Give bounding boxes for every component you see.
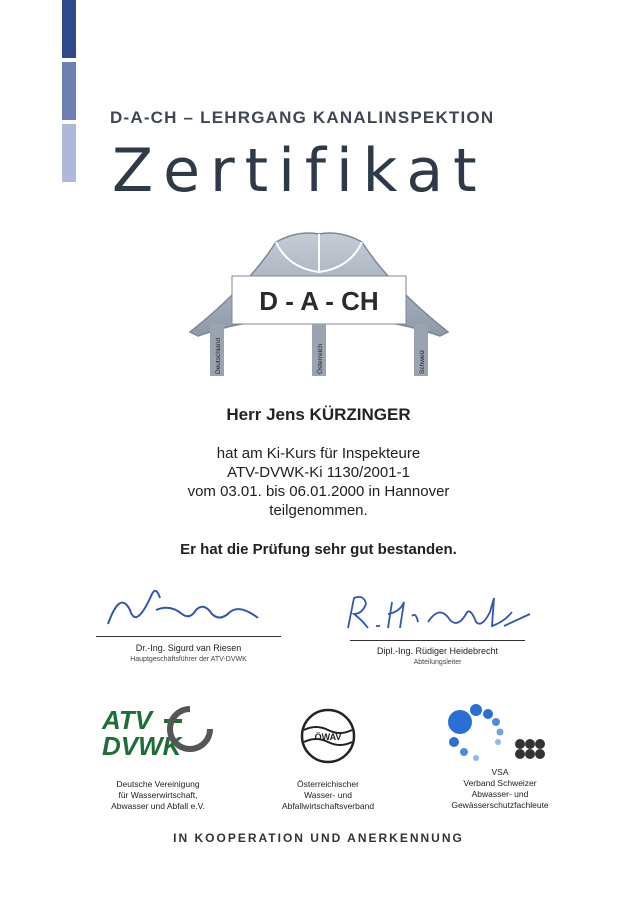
- course-dates: vom 03.01. bis 06.01.2000 in Hannover: [187, 483, 450, 500]
- footer-cooperation: IN KOOPERATION UND ANERKENNUNG: [173, 831, 464, 845]
- oewav-line3: Abfallwirtschaftsverband: [281, 801, 375, 811]
- dvwk-logo-text: DVWK: [102, 731, 182, 759]
- signer-right-name: Dipl.-Ing. Rüdiger Heidebrecht: [376, 646, 499, 656]
- signer-right-role: Abteilungsleiter: [413, 659, 462, 666]
- atv-dvwk-logo: [98, 703, 218, 759]
- oewav-line2: Wasser- und: [304, 790, 352, 800]
- decor-bar-light: [62, 124, 76, 182]
- decor-bar-mid: [62, 62, 76, 120]
- signature-line-right: [350, 640, 525, 641]
- vsa-line2: Abwasser- und: [471, 789, 529, 799]
- exam-result: Er hat die Prüfung sehr gut bestanden.: [180, 541, 457, 558]
- course-intro: hat am Ki-Kurs für Inspekteure: [216, 445, 421, 462]
- logo-label: D - A - CH: [259, 286, 379, 316]
- course-code: ATV-DVWK-Ki 1130/2001-1: [227, 464, 410, 481]
- vsa-line1: Verband Schweizer: [463, 778, 537, 788]
- signature-left: [100, 580, 270, 640]
- pillar-label-de: Deutschland: [215, 337, 222, 374]
- oewav-logo-text: ÖWAV: [314, 732, 342, 742]
- atv-logo-text: ATV: [102, 705, 153, 735]
- vsa-abbrev: VSA: [491, 767, 509, 777]
- atv-dvwk-name: [88, 779, 228, 812]
- recipient-name: Herr Jens KÜRZINGER: [226, 405, 411, 424]
- pillar-label-at: Österreich: [317, 344, 324, 374]
- dach-roof-logo: [188, 228, 450, 378]
- pillar-label-ch: Schweiz: [419, 349, 426, 374]
- atv-dvwk-line3: Abwasser und Abfall e.V.: [111, 801, 205, 811]
- certificate-subtitle: D-A-CH – LEHRGANG KANALINSPEKTION: [110, 108, 495, 127]
- vsa-name: [420, 767, 580, 811]
- vsa-line3: Gewässerschutzfachleute: [451, 800, 549, 810]
- course-end: teilgenommen.: [269, 502, 368, 519]
- signature-right: [340, 592, 540, 637]
- signer-left-name: Dr.-Ing. Sigurd van Riesen: [135, 643, 242, 653]
- signature-line-left: [96, 636, 281, 637]
- vsa-logo: [440, 700, 552, 772]
- atv-dvwk-line1: Deutsche Vereinigung: [116, 779, 200, 789]
- oewav-name: [258, 779, 398, 812]
- oewav-logo: [298, 706, 358, 766]
- signer-left-role: Hauptgeschäftsführer der ATV-DVWK: [130, 656, 247, 663]
- certificate-title: Zertifikat: [112, 136, 487, 206]
- decor-bar-dark: [62, 0, 76, 58]
- oewav-line1: Österreichischer: [297, 779, 359, 789]
- atv-dvwk-line2: für Wasserwirtschaft,: [118, 790, 198, 800]
